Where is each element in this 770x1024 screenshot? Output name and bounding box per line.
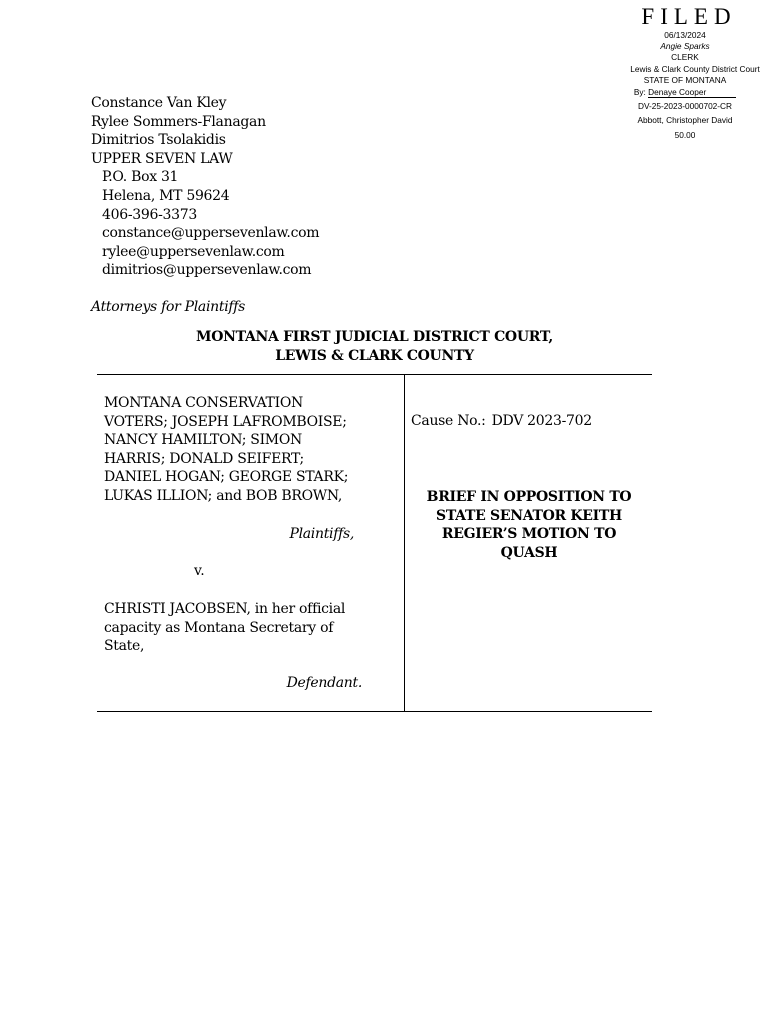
attorney-name: Constance Van Kley bbox=[91, 95, 227, 111]
caption-bottom-rule bbox=[97, 711, 652, 712]
stamp-by-line bbox=[600, 87, 770, 98]
stamp-by-label: By: bbox=[633, 87, 646, 98]
plaintiffs-line: LUKAS ILLION; and BOB BROWN, bbox=[104, 487, 343, 504]
court-heading bbox=[97, 328, 652, 366]
attorney-email: rylee@uppersevenlaw.com bbox=[102, 243, 285, 260]
plaintiffs-line: HARRIS; DONALD SEIFERT; bbox=[104, 450, 304, 467]
court-heading-line: LEWIS & CLARK COUNTY bbox=[275, 348, 474, 364]
stamp-judge: Abbott, Christopher David bbox=[637, 115, 733, 126]
plaintiffs-line: VOTERS; JOSEPH LAFROMBOISE; bbox=[104, 413, 347, 430]
cause-value: DDV 2023-702 bbox=[491, 413, 592, 429]
deputy-signature-name: Denaye Cooper bbox=[648, 88, 736, 98]
defendant-names bbox=[104, 600, 396, 656]
document-title-line: BRIEF IN OPPOSITION TO bbox=[426, 489, 632, 505]
law-firm-name: UPPER SEVEN LAW bbox=[91, 150, 233, 167]
cause-label: Cause No.: bbox=[411, 413, 486, 429]
stamp-case-number: DV-25-2023-0000702-CR bbox=[637, 101, 733, 112]
document-title-line: REGIER’S MOTION TO bbox=[441, 526, 617, 543]
stamp-court: Lewis & Clark County District Court bbox=[630, 63, 760, 74]
defendant-line: State, bbox=[104, 638, 145, 655]
defendant-line: capacity as Montana Secretary of bbox=[104, 619, 334, 636]
stamp-state: STATE OF MONTANA bbox=[643, 74, 727, 85]
clerk-title: CLERK bbox=[671, 52, 699, 63]
plaintiffs-line: MONTANA CONSERVATION bbox=[104, 395, 303, 411]
attorney-name: Rylee Sommers-Flanagan bbox=[91, 113, 266, 130]
filed-stamp bbox=[600, 4, 770, 141]
attorney-role: Attorneys for Plaintiffs bbox=[91, 299, 246, 315]
document-title-line: STATE SENATOR KEITH bbox=[436, 507, 622, 524]
clerk-name: Angie Sparks bbox=[660, 41, 710, 52]
court-heading-line: MONTANA FIRST JUDICIAL DISTRICT COURT, bbox=[196, 329, 553, 345]
caption-divider bbox=[404, 374, 405, 712]
plaintiffs-line: DANIEL HOGAN; GEORGE STARK; bbox=[104, 469, 349, 486]
firm-address-line: P.O. Box 31 bbox=[102, 169, 179, 186]
attorney-name: Dimitrios Tsolakidis bbox=[91, 132, 226, 149]
defendant-label: Defendant. bbox=[286, 675, 362, 691]
caption-top-rule bbox=[97, 374, 652, 375]
versus: v. bbox=[194, 563, 205, 579]
cause-number bbox=[411, 413, 592, 429]
attorney-email: dimitrios@uppersevenlaw.com bbox=[102, 262, 312, 279]
plaintiffs-label: Plaintiffs, bbox=[289, 526, 354, 542]
filed-date: 06/13/2024 bbox=[664, 30, 706, 40]
firm-address-line: Helena, MT 59624 bbox=[102, 187, 230, 204]
plaintiffs-line: NANCY HAMILTON; SIMON bbox=[104, 432, 302, 449]
defendant-line: CHRISTI JACOBSEN, in her official bbox=[104, 601, 346, 617]
attorney-block bbox=[91, 94, 319, 280]
document-title-line: QUASH bbox=[500, 544, 558, 561]
stamp-fee: 50.00 bbox=[674, 129, 696, 140]
plaintiffs-names bbox=[104, 394, 396, 506]
attorney-email: constance@uppersevenlaw.com bbox=[102, 225, 320, 242]
filed-stamp-title: FILED bbox=[641, 4, 737, 29]
firm-phone: 406-396-3373 bbox=[102, 206, 197, 223]
document-title bbox=[414, 488, 644, 562]
